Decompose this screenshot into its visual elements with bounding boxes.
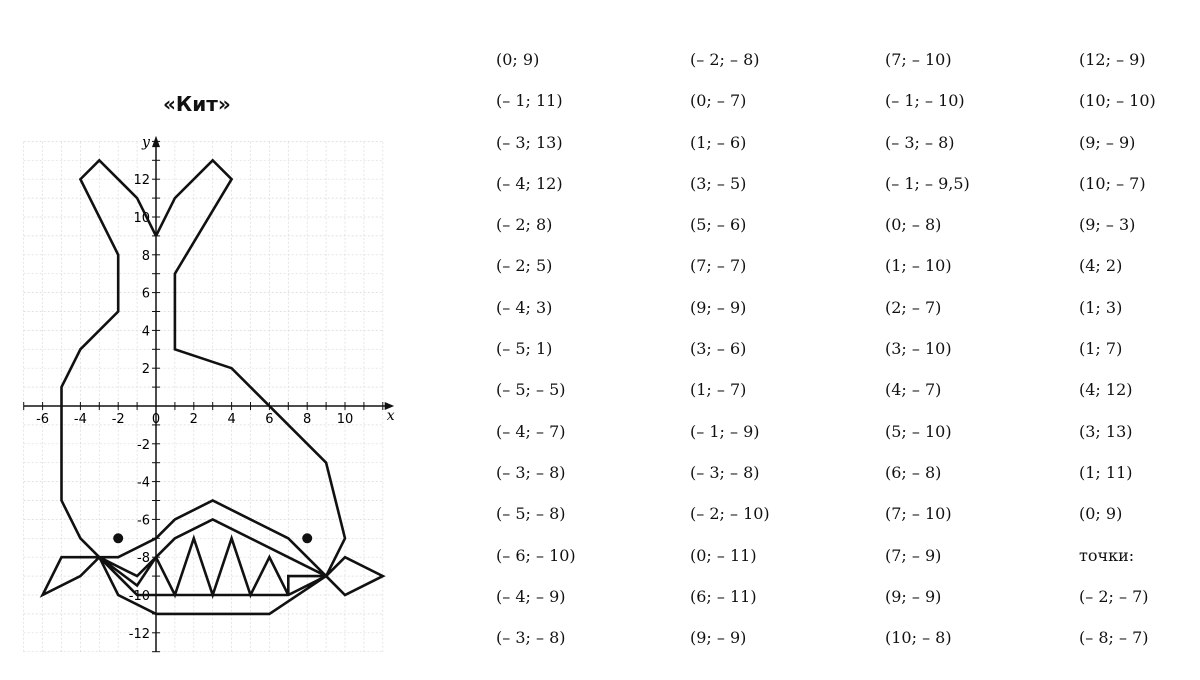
coordinate-entry: (0; – 8) [885, 215, 942, 235]
x-tick-label: 6 [265, 412, 274, 427]
coordinate-entry: (6; – 11) [690, 586, 757, 606]
coordinate-entry: (0; – 11) [690, 545, 757, 565]
coordinate-entry: (10; – 7) [1079, 173, 1146, 193]
coordinate-entry: (– 5; – 5) [496, 380, 566, 400]
coordinate-entry: (1; – 6) [690, 132, 747, 152]
coordinates-column-1 [496, 49, 576, 668]
coordinate-entry: (– 1; – 9,5) [885, 173, 970, 193]
x-axis-label: x [386, 408, 395, 424]
coordinate-entry: (9; – 3) [1079, 215, 1136, 235]
coordinate-entry: (10; – 8) [885, 628, 952, 648]
coordinate-entry: (– 3; – 8) [690, 462, 760, 482]
y-tick-label: 8 [141, 248, 150, 264]
eye-point [113, 533, 123, 543]
coordinate-entry: (0; 9) [496, 50, 540, 69]
coordinate-entry: (9; – 9) [1079, 132, 1136, 152]
coordinate-entry: (3; 13) [1079, 421, 1133, 441]
coordinate-entry: (5; – 10) [885, 421, 952, 441]
coordinate-entry: (7; – 9) [885, 545, 942, 565]
coordinate-entry: (– 5; – 8) [496, 504, 566, 524]
y-tick-label: 10 [133, 211, 150, 226]
coordinate-entry: (– 8; – 7) [1079, 628, 1149, 648]
coordinate-entry: (– 3; – 8) [496, 628, 566, 648]
coordinate-entry: (– 3; – 8) [885, 132, 955, 152]
coordinate-entry: (– 3; – 8) [496, 462, 566, 482]
coordinate-entry: (5; – 6) [690, 215, 747, 235]
coordinate-entry: (1; 7) [1079, 339, 1123, 359]
coordinate-entry: (– 1; – 9) [690, 421, 760, 441]
y-tick-label: -4 [137, 475, 150, 491]
y-tick-label: -8 [137, 551, 150, 567]
x-tick-label: 10 [336, 412, 354, 427]
y-tick-label: -10 [128, 589, 150, 604]
coordinate-entry: (7; – 10) [885, 504, 952, 524]
y-axis-label: y [142, 134, 150, 151]
x-tick-label: 8 [303, 412, 312, 427]
coordinate-entry: (4; 12) [1079, 380, 1133, 400]
y-tick-label: 4 [141, 324, 150, 340]
x-tick-label: 4 [227, 412, 236, 427]
coordinate-entry: (4; – 7) [885, 380, 942, 400]
coordinate-entry: (– 4; – 9) [496, 586, 566, 606]
coordinate-entry: (– 1; 11) [496, 91, 563, 111]
coordinate-entry: (– 6; – 10) [496, 545, 576, 565]
x-tick-label: -6 [36, 412, 50, 427]
coordinate-entry: (12; – 9) [1079, 50, 1146, 69]
coordinate-entry: точки: [1079, 545, 1135, 565]
coordinate-plane [0, 0, 460, 680]
y-tick-label: -12 [128, 626, 150, 642]
y-tick-label: -6 [137, 513, 150, 529]
coordinate-entry: (1; – 10) [885, 256, 952, 276]
coordinate-entry: (– 4; – 7) [496, 421, 566, 441]
coordinate-entry: (0; 9) [1079, 504, 1123, 524]
y-tick-label: 12 [133, 173, 150, 189]
coordinate-entry: (– 2; – 8) [690, 50, 760, 69]
y-tick-label: 6 [141, 286, 150, 302]
coordinate-entry: (– 2; – 7) [1079, 586, 1149, 606]
coordinate-entry: (– 2; 8) [496, 215, 553, 235]
coordinates-column-3 [885, 49, 970, 668]
coordinate-entry: (– 1; – 10) [885, 91, 965, 111]
coordinate-entry: (1; 3) [1079, 297, 1123, 317]
grid [24, 141, 383, 651]
coordinate-entry: (4; 2) [1079, 256, 1123, 276]
coordinate-entry: (– 2; 5) [496, 256, 553, 276]
coordinate-entry: (9; – 9) [690, 628, 747, 648]
coordinate-entry: (7; – 7) [690, 256, 747, 276]
coordinate-entry: (10; – 10) [1079, 91, 1156, 111]
coordinate-entry: (9; – 9) [885, 586, 942, 606]
x-tick-label: -4 [73, 412, 87, 427]
coordinate-entry: (9; – 9) [690, 297, 747, 317]
x-tick-label: 2 [189, 412, 198, 427]
coordinate-entry: (1; – 7) [690, 380, 747, 400]
eye-point [302, 533, 312, 543]
coordinate-entry: (7; – 10) [885, 50, 952, 69]
axes [24, 134, 395, 651]
coordinate-entry: (– 2; – 10) [690, 504, 770, 524]
coordinate-entry: (– 5; 1) [496, 339, 553, 359]
coordinate-entry: (– 4; 3) [496, 297, 553, 317]
x-tick-label: -2 [111, 412, 125, 427]
coordinate-entry: (3; – 5) [690, 173, 747, 193]
coordinate-entry: (– 3; 13) [496, 132, 563, 152]
coordinates-column-4 [1079, 49, 1156, 668]
x-tick-label: 0 [151, 412, 161, 427]
coordinate-entry: (2; – 7) [885, 297, 942, 317]
coordinates-column-2 [690, 49, 770, 668]
coordinate-entry: (– 4; 12) [496, 173, 563, 193]
coordinate-entry: (3; – 10) [885, 339, 952, 359]
coordinate-entry: (0; – 7) [690, 91, 747, 111]
coordinate-entry: (1; 11) [1079, 462, 1133, 482]
coordinate-entry: (6; – 8) [885, 462, 942, 482]
y-tick-label: -2 [137, 437, 150, 453]
coordinate-entry: (3; – 6) [690, 339, 747, 359]
drawing-title: «Кит» [163, 92, 231, 116]
y-tick-label: 2 [141, 362, 150, 378]
